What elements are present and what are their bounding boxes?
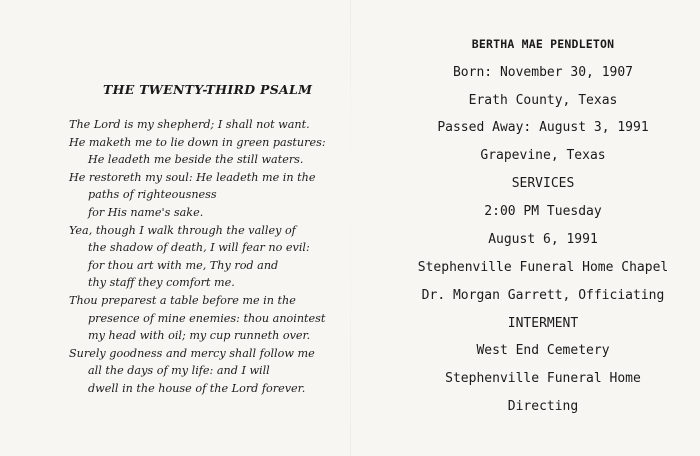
psalm-line: Surely goodness and mercy shall follow me [69,346,315,360]
psalm-line: presence of mine enemies: thou anointest [88,311,326,325]
death-date: Passed Away: August 3, 1991 [437,120,649,135]
services-heading: SERVICES [511,176,575,191]
deceased-name: BERTHA MAE PENDLETON [471,37,615,51]
interment-heading: INTERMENT [507,316,579,331]
psalm-line: The Lord is my shepherd; I shall not want. [69,118,310,131]
cemetery: West End Cemetery [476,343,610,358]
officiant: Dr. Morgan Garrett, Officiating [421,288,665,303]
psalm-text [69,116,326,398]
death-place: Grapevine, Texas [480,148,606,163]
psalm-line: paths of righteousness [88,188,217,202]
psalm-line: Yea, though I walk through the valley of [69,223,296,237]
psalm-line: for thou art with me, Thy rod and [88,258,279,272]
birth-date: Born: November 30, 1907 [452,65,633,80]
center-fold [350,0,351,456]
psalm-line: He maketh me to lie down in green pastures: [69,135,326,149]
psalm-line: the shadow of death, I will fear no evil: [88,241,310,255]
psalm-title: THE TWENTY-THIRD PSALM [103,82,313,97]
directing: Directing [507,399,579,414]
funeral-home: Stephenville Funeral Home [445,371,641,386]
psalm-line: my head with oil; my cup runneth over. [88,329,311,343]
psalm-line: He leadeth me beside the still waters. [88,153,304,167]
psalm-line: for His name's sake. [88,205,204,219]
psalm-line: thy staff they comfort me. [88,276,235,290]
psalm-line: all the days of my life: and I will [88,364,270,378]
service-venue: Stephenville Funeral Home Chapel [417,260,669,275]
birth-place: Erath County, Texas [468,93,618,108]
service-time: 2:00 PM Tuesday [484,204,602,219]
psalm-line: He restoreth my soul: He leadeth me in the [69,170,316,184]
psalm-line: dwell in the house of the Lord forever. [88,381,306,395]
service-date: August 6, 1991 [488,232,598,247]
psalm-line: Thou preparest a table before me in the [69,293,296,307]
